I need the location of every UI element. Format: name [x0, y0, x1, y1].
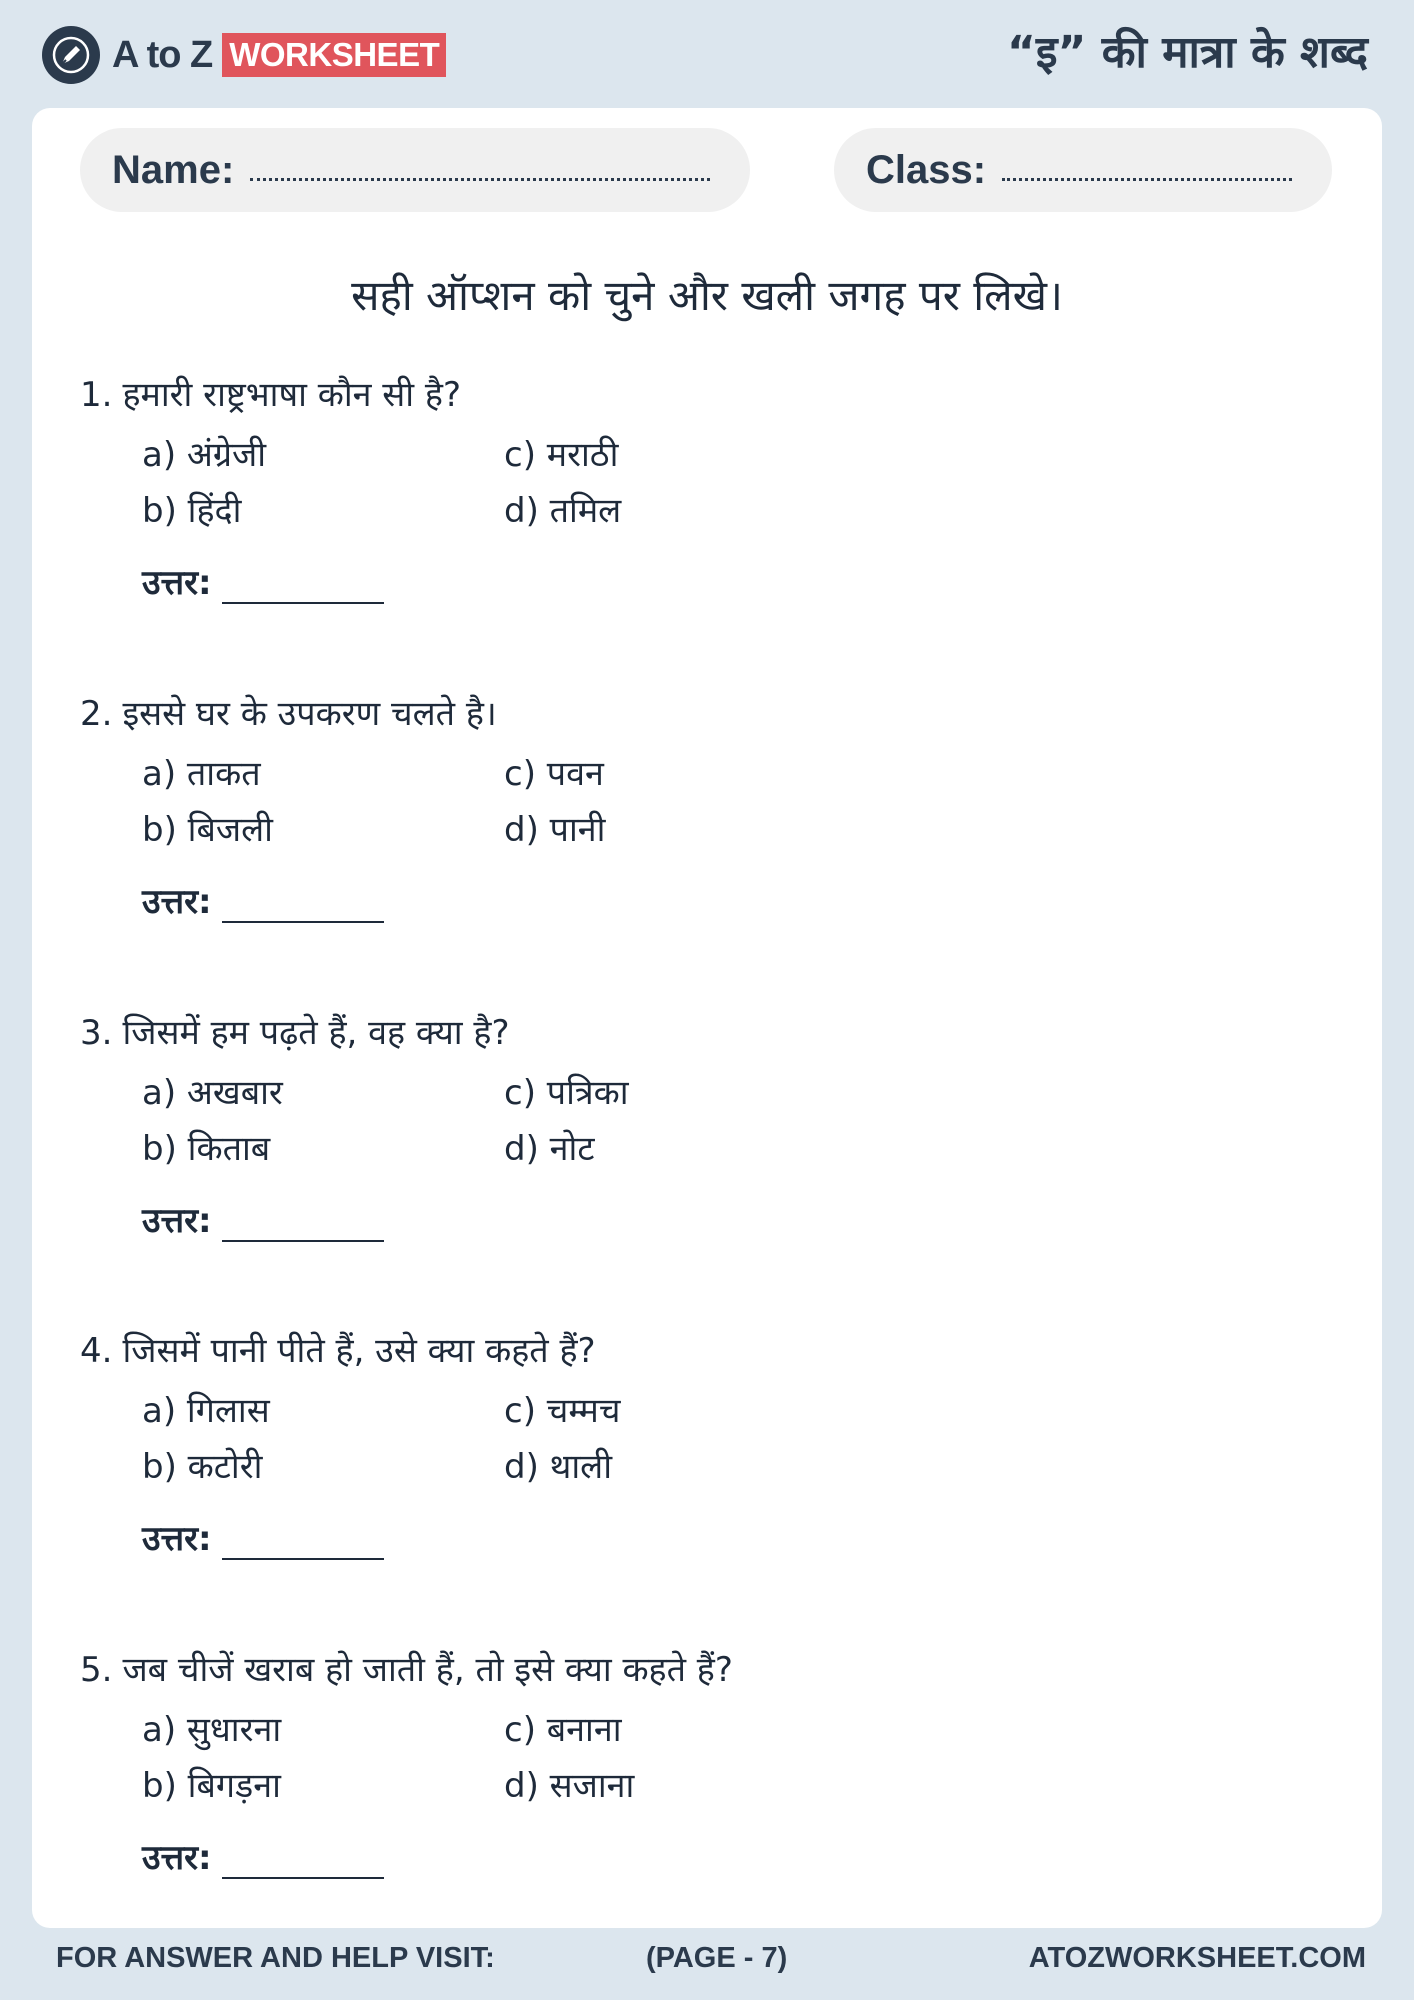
question-number: 3. [80, 1013, 113, 1053]
logo-badge: WORKSHEET [222, 33, 446, 77]
option-d[interactable]: d) पानी [504, 810, 606, 850]
question-1 [80, 368, 1330, 603]
answer-row [142, 1196, 384, 1242]
pen-nib-icon [42, 26, 100, 84]
question-label: जिसमें हम पढ़ते हैं, वह क्या है? [122, 1013, 510, 1053]
question-text [80, 687, 1330, 741]
footer [0, 1936, 1414, 1986]
option-a[interactable]: a) अंग्रेजी [142, 435, 267, 475]
question-5 [80, 1643, 1330, 1878]
header [0, 0, 1414, 108]
options [80, 1066, 1330, 1178]
question-label: जिसमें पानी पीते हैं, उसे क्या कहते हैं? [122, 1331, 596, 1371]
options [80, 1703, 1330, 1815]
question-4 [80, 1324, 1330, 1559]
question-2 [80, 687, 1330, 922]
option-d[interactable]: d) तमिल [504, 491, 622, 531]
question-label: हमारी राष्ट्रभाषा कौन सी है? [122, 375, 461, 415]
footer-help-text: FOR ANSWER AND HELP VISIT: [56, 1942, 495, 1974]
answer-blank[interactable] [222, 1210, 384, 1242]
question-label: जब चीजें खराब हो जाती हैं, तो इसे क्या कहते हैं? [122, 1650, 733, 1690]
answer-label: उत्तर: [142, 1838, 212, 1878]
name-field[interactable] [80, 128, 750, 212]
option-c[interactable]: c) पत्रिका [504, 1073, 629, 1113]
question-3 [80, 1006, 1330, 1241]
option-d[interactable]: d) नोट [504, 1129, 595, 1169]
option-c[interactable]: c) बनाना [504, 1710, 622, 1750]
page-number: (PAGE - 7) [646, 1942, 788, 1974]
options [80, 747, 1330, 859]
question-text [80, 1643, 1330, 1697]
question-text [80, 1324, 1330, 1378]
answer-blank[interactable] [222, 572, 384, 604]
class-label: Class: [866, 147, 987, 192]
options [80, 1384, 1330, 1496]
name-label: Name: [112, 147, 235, 192]
instruction: सही ऑप्शन को चुने और खली जगह पर लिखे। [351, 271, 1063, 320]
answer-label: उत्तर: [142, 1201, 212, 1241]
option-c[interactable]: c) पवन [504, 754, 604, 794]
option-a[interactable]: a) सुधारना [142, 1710, 282, 1750]
option-a[interactable]: a) गिलास [142, 1391, 270, 1431]
question-number: 5. [80, 1650, 113, 1690]
worksheet-card [32, 108, 1382, 1928]
option-c[interactable]: c) चम्मच [504, 1391, 621, 1431]
answer-label: उत्तर: [142, 563, 212, 603]
answer-blank[interactable] [222, 1847, 384, 1879]
option-c[interactable]: c) मराठी [504, 435, 619, 475]
option-b[interactable]: b) हिंदी [142, 491, 242, 531]
question-number: 4. [80, 1331, 113, 1371]
footer-website-link[interactable]: ATOZWORKSHEET.COM [1028, 1942, 1366, 1974]
option-a[interactable]: a) ताकत [142, 754, 261, 794]
option-d[interactable]: d) सजाना [504, 1766, 635, 1806]
name-dotted-line [250, 178, 710, 181]
answer-row [142, 1514, 384, 1560]
answer-row [142, 877, 384, 923]
question-label: इससे घर के उपकरण चलते है। [122, 694, 497, 734]
answer-label: उत्तर: [142, 882, 212, 922]
answer-row [142, 558, 384, 604]
answer-label: उत्तर: [142, 1519, 212, 1559]
logo-text: A to Z [112, 33, 213, 76]
option-b[interactable]: b) किताब [142, 1129, 271, 1169]
options [80, 428, 1330, 540]
logo [42, 24, 446, 86]
option-b[interactable]: b) बिगड़ना [142, 1766, 281, 1806]
class-dotted-line [1002, 178, 1292, 181]
class-field[interactable] [834, 128, 1332, 212]
option-d[interactable]: d) थाली [504, 1447, 613, 1487]
page-title: “इ” की मात्रा के शब्द [1006, 27, 1368, 78]
answer-row [142, 1833, 384, 1879]
option-a[interactable]: a) अखबार [142, 1073, 283, 1113]
question-text [80, 1006, 1330, 1060]
question-number: 1. [80, 375, 113, 415]
answer-blank[interactable] [222, 1528, 384, 1560]
answer-blank[interactable] [222, 891, 384, 923]
question-number: 2. [80, 694, 113, 734]
option-b[interactable]: b) कटोरी [142, 1447, 263, 1487]
question-text [80, 368, 1330, 422]
option-b[interactable]: b) बिजली [142, 810, 273, 850]
